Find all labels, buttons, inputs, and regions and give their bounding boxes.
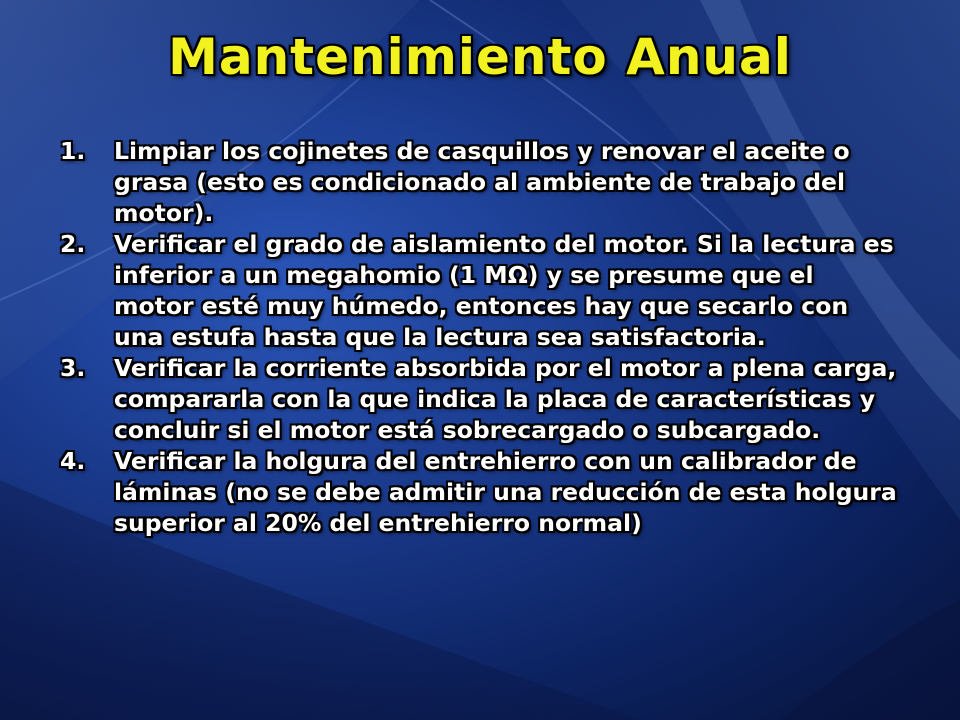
list-item-text: Verificar el grado de aislamiento del motor. Si la lectura es inferior a un megahomio (1 MΩ) y se presume que el motor esté muy húmedo, entonces hay que secarlo con una estufa hasta que la lectura sea satisfactoria. (114, 230, 894, 351)
list-item (60, 446, 900, 539)
list-item (60, 229, 900, 353)
list-item (60, 353, 900, 446)
list-item-number: 4. (60, 447, 86, 475)
list-item (60, 136, 900, 229)
list-item-number: 3. (60, 354, 86, 382)
slide-title: Mantenimiento Anual (168, 28, 792, 86)
list-item-text: Limpiar los cojinetes de casquillos y renovar el aceite o grasa (esto es condicionado al ambiente de trabajo del motor). (114, 137, 850, 227)
list-item-number: 1. (60, 137, 86, 165)
maintenance-list (60, 136, 900, 539)
list-item-number: 2. (60, 230, 86, 258)
list-item-text: Verificar la holgura del entrehierro con un calibrador de láminas (no se debe admitir una reducción de esta holgura superior al 20% del entrehierro normal) (114, 447, 897, 537)
list-item-text: Verificar la corriente absorbida por el motor a plena carga, compararla con la que indica la placa de características y concluir si el motor está sobrecargado o subcargado. (114, 354, 897, 444)
